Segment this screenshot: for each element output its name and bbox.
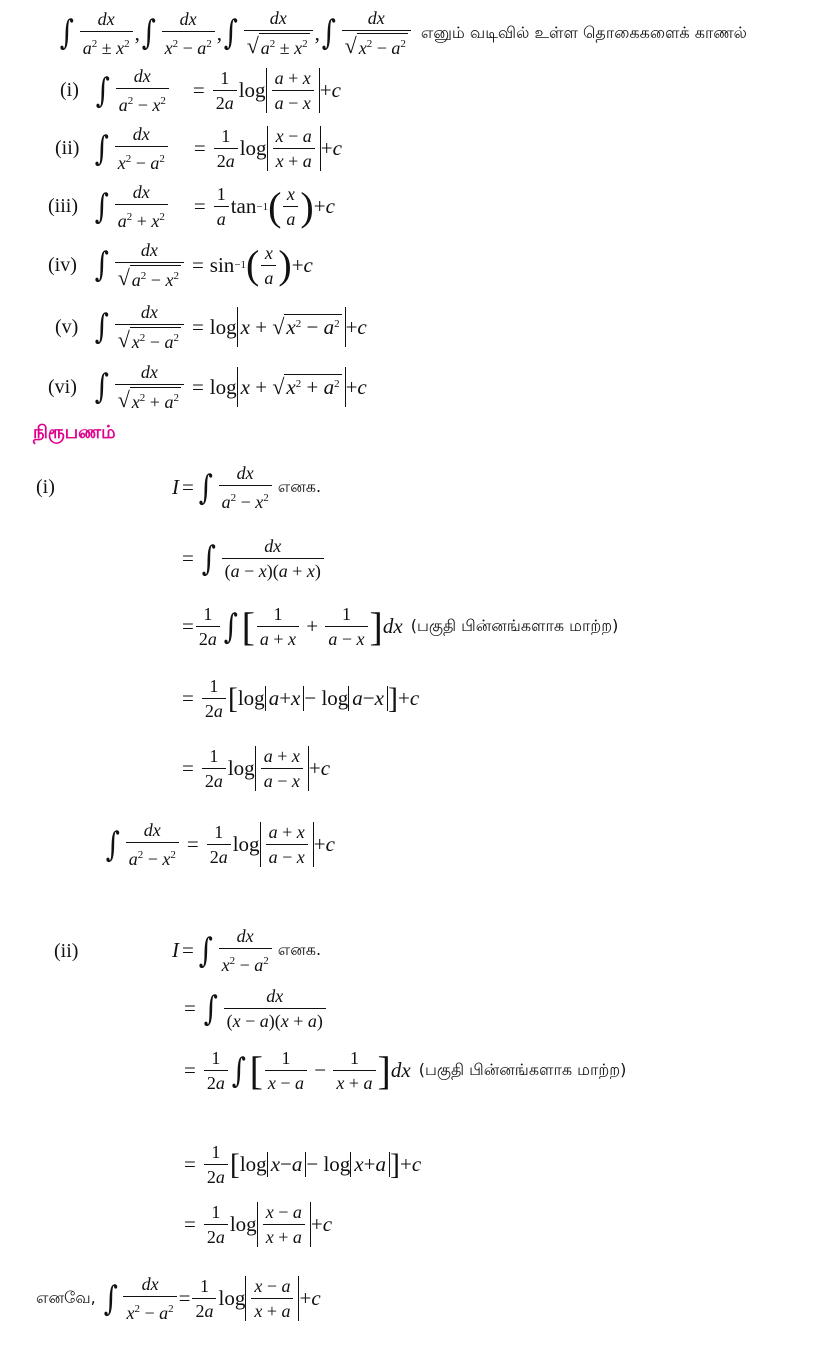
proof-1-step-3: = 1 2a ∫ [ 1 a + x + 1 a − x ] dx (பகுதி பின்னங்களாக மாற்ற) (182, 603, 619, 649)
formula-1: (i) ∫ $\frac{dx}{a^2 - x^2}$ = $\frac{1}{2a}$ log a + x a − x + c (60, 66, 341, 115)
partial-fraction-note: (பகுதி பின்னங்களாக மாற்ற) (410, 616, 619, 635)
proof-2-step-2: = ∫ dx (x − a)(x + a) (184, 986, 328, 1031)
let-text: எனக. (277, 940, 322, 959)
proof-2-step-4: = $\frac{1}{2a}$ [ log x − a − log x + a ] + c (184, 1142, 422, 1187)
proof-2-step-3: = $\frac{1}{2a}$ ∫ [ 1 x − a − 1 x + a ] dx (பகுதி பின்னங்களாக மாற்ற) (184, 1047, 627, 1093)
formula-3: (iii) ∫ $\frac{dx}{a^2 + x^2}$ = $\frac{1}{a}$ tan −1 ( x a ) + c (48, 182, 335, 231)
proof-1-result: ∫ $\frac{dx}{a^2 - x^2}$ = $\frac{1}{2a}$ log a + x a − x + c (105, 820, 335, 869)
formula-label: (vi) (48, 375, 77, 398)
formula-label: (iii) (48, 195, 78, 217)
formula-4: (iv) ∫ dx √ $a^2 - x^2$ = sin −1 ( x a ) + c (48, 240, 313, 290)
proof-1-step-2: = ∫ dx (a − x)(a + x) (182, 536, 326, 581)
proof-heading: நிரூபணம் (33, 422, 116, 443)
partial-fraction-note: (பகுதி பின்னங்களாக மாற்ற) (418, 1060, 627, 1079)
formula-label: (iv) (48, 253, 77, 276)
proof-2-step-1: I = ∫ dx $x^2 - a^2$ எனக. (172, 926, 322, 975)
proof-1-step-4: = $\frac{1}{2a}$ [ log a + x − log a − x ] + c (182, 676, 420, 721)
formula-label: (v) (55, 315, 79, 338)
hence-text: எனவே, (36, 1288, 96, 1307)
formula-label: (i) (60, 79, 79, 101)
proof-1-step-1: I = ∫ dx $a^2 - x^2$ எனக. (172, 463, 322, 512)
formula-5: (v) ∫ dx √ $x^2 - a^2$ = log x + √ $x^2 - a^2$ + c (55, 302, 367, 352)
let-text: எனக. (277, 477, 322, 496)
intro-tail-text: எனும் வடிவில் உள்ள தொகைகளைக் காணல் (420, 22, 747, 42)
formula-6: (vi) ∫ dx √ $x^2 + a^2$ = log x + √ $x^2 + a^2$ + c (48, 362, 367, 412)
proof-2-result: எனவே, ∫ dx $x^2 - a^2$ = 1 2a log x − a x + a + c (36, 1274, 321, 1323)
proof-2-step-5: = $\frac{1}{2a}$ log x − a x + a + c (184, 1202, 333, 1247)
proof-1-label: (i) (36, 476, 55, 498)
intro-line: ∫ dx $a^2 \pm x^2$ , ∫ dx $x^2 - a^2$ , ∫ dx √ $a^2 \pm x^2$ , ∫ dx √ $x^2 - a^2$ எனும் வடிவில் உள்ள தொகைகளைக் காணல் (59, 8, 747, 58)
formula-2: (ii) ∫ $\frac{dx}{x^2 - a^2}$ = $\frac{1}{2a}$ log x − a x + a + c (55, 124, 342, 173)
proof-1-step-5: = $\frac{1}{2a}$ log a + x a − x + c (182, 746, 331, 791)
proof-2-label: (ii) (54, 940, 79, 962)
formula-label: (ii) (55, 137, 80, 159)
